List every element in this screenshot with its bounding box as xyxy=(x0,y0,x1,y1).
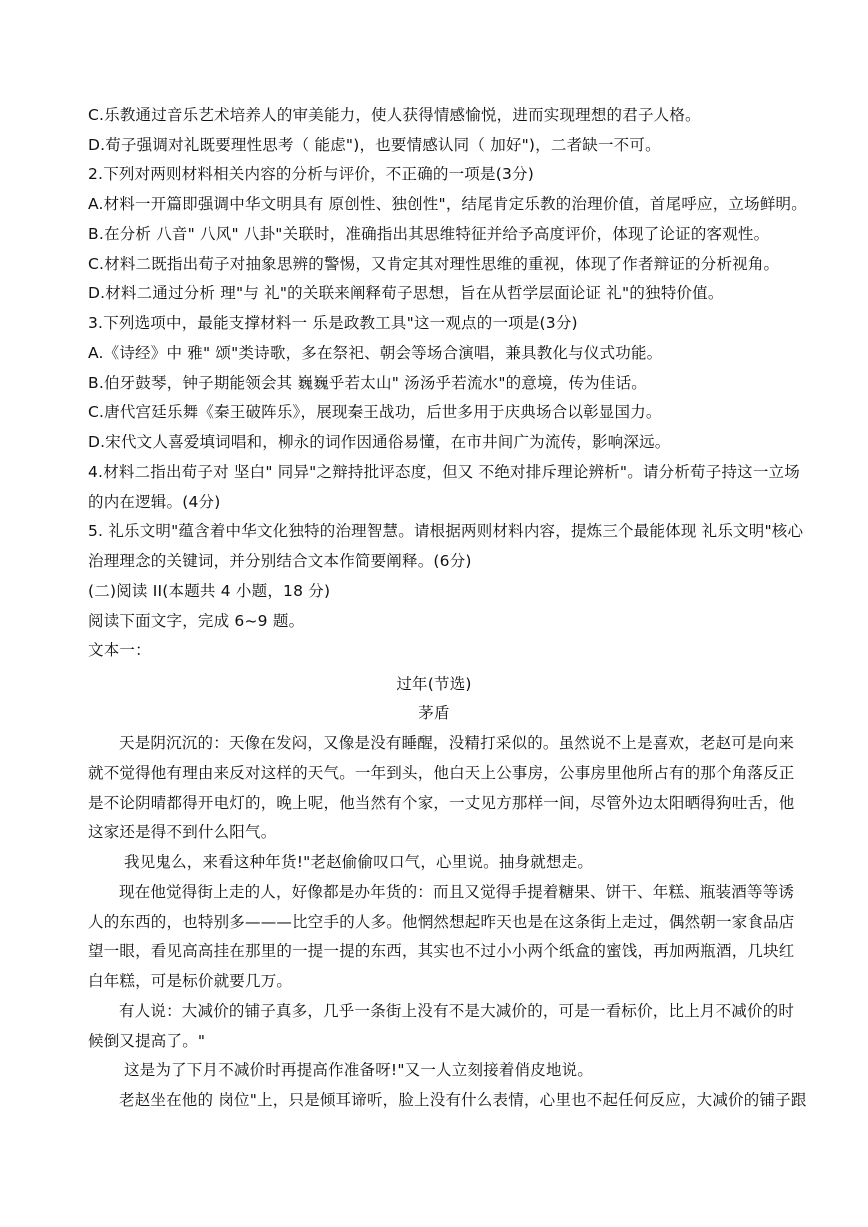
option-d-line: D.荀子强调对礼既要理性思考（ 能虑")，也要情感认同（ 加好")，二者缺一不可。 xyxy=(88,136,661,154)
paragraph-1-line-2: 就不觉得他有理由来反对这样的天气。一年到头，他白天上公事房，公事房里他所占有的那个角落反正 xyxy=(88,764,795,782)
paragraph-3-line-1: 现在他觉得街上走的人，好像都是办年货的：而且又觉得手提着糖果、饼干、年糕、瓶装酒等等诱 xyxy=(119,883,795,901)
question-2-option-a: A.材料一开篇即强调中华文明具有 原创性、独创性"，结尾肯定乐教的治理价值，首尾呼应，立场鲜明。 xyxy=(88,195,807,213)
paragraph-1-line-3: 是不论阴晴都得开电灯的，晚上呢，他当然有个家，一丈见方那样一间，尽管外边太阳晒得狗吐舌，他 xyxy=(88,794,795,812)
paragraph-5-line-1: 这是为了下月不减价时再提高作准备呀!"又一人立刻接着俏皮地说。 xyxy=(124,1061,594,1079)
question-3-stem: 3.下列选项中，最能支撑材料一 乐是政教工具"这一观点的一项是(3分) xyxy=(88,314,578,332)
passage-title: 过年(节选) xyxy=(396,675,472,693)
paragraph-6-line-1: 老赵坐在他的 岗位"上，只是倾耳谛听，脸上没有什么表情，心里也不起任何反应，大减价的铺子跟 xyxy=(119,1091,807,1109)
section-heading: (二)阅读 II(本题共 4 小题，18 分) xyxy=(88,582,331,600)
paragraph-3-line-3: 望一眼，看见高高挂在那里的一提一提的东西，其实也不过小小两个纸盒的蜜饯，再加两瓶酒，几块红 xyxy=(88,942,795,960)
question-4-line-1: 4.材料二指出荀子对 坚白" 同异"之辩持批评态度，但又 不绝对排斥理论辨析"。请分析荀子持这一立场 xyxy=(88,463,800,481)
question-5-line-1: 5. 礼乐文明"蕴含着中华文化独特的治理智慧。请根据两则材料内容，提炼三个最能体现 礼乐文明"核心 xyxy=(88,522,804,540)
text-one-label: 文本一： xyxy=(88,641,151,659)
paragraph-3-line-2: 人的东西的，也特别多———比空手的人多。他惘然想起昨天也是在这条街上走过，偶然朝一家食品店 xyxy=(88,913,795,931)
paragraph-1-line-4: 这家还是得不到什么阳气。 xyxy=(88,823,277,841)
question-4-line-2: 的内在逻辑。(4分) xyxy=(88,493,221,511)
question-2-option-c: C.材料二既指出荀子对抽象思辨的警惕，又肯定其对理性思维的重视，体现了作者辩证的分析视角。 xyxy=(88,255,780,273)
question-3-option-d: D.宋代文人喜爱填词唱和，柳永的词作因通俗易懂，在市井间广为流传，影响深远。 xyxy=(88,433,671,451)
question-2-stem: 2.下列对两则材料相关内容的分析与评价，不正确的一项是(3分) xyxy=(88,165,534,183)
question-2-option-b: B.在分析 八音" 八风" 八卦"关联时，准确指出其思维特征并给予高度评价，体现了论证的客观性。 xyxy=(88,225,770,243)
question-3-option-c: C.唐代宫廷乐舞《秦王破阵乐》，展现秦王战功，后世多用于庆典场合以彰显国力。 xyxy=(88,403,662,421)
question-5-line-2: 治理理念的关键词，并分别结合文本作简要阐释。(6分) xyxy=(88,552,472,570)
reading-instruction: 阅读下面文字，完成 6~9 题。 xyxy=(88,612,305,630)
paragraph-4-line-2: 候倒又提高了。" xyxy=(88,1032,206,1050)
question-3-option-a: A.《诗经》中 雅" 颂"类诗歌，多在祭祀、朝会等场合演唱，兼具教化与仪式功能。 xyxy=(88,344,663,362)
question-2-option-d: D.材料二通过分析 理"与 礼"的关联来阐释荀子思想，旨在从哲学层面论证 礼"的独特价值。 xyxy=(88,284,724,302)
paragraph-2-line-1: 我见鬼么，来看这种年货!"老赵偷偷叹口气，心里说。抽身就想走。 xyxy=(124,853,594,871)
paragraph-4-line-1: 有人说：大减价的铺子真多，几乎一条街上没有不是大减价的，可是一看标价，比上月不减价的时 xyxy=(119,1002,795,1020)
passage-author: 茅盾 xyxy=(418,704,450,722)
question-3-option-b: B.伯牙鼓琴，钟子期能领会其 巍巍乎若太山" 汤汤乎若流水"的意境，传为佳话。 xyxy=(88,374,647,392)
paragraph-1-line-1: 天是阴沉沉的：天像在发闷，又像是没有睡醒，没精打采似的。虽然说不上是喜欢，老赵可是向来 xyxy=(119,734,795,752)
option-c-line: C.乐教通过音乐艺术培养人的审美能力，使人获得情感愉悦，进而实现理想的君子人格。 xyxy=(88,106,701,124)
paragraph-3-line-4: 白年糕，可是标价就要几万。 xyxy=(88,972,293,990)
